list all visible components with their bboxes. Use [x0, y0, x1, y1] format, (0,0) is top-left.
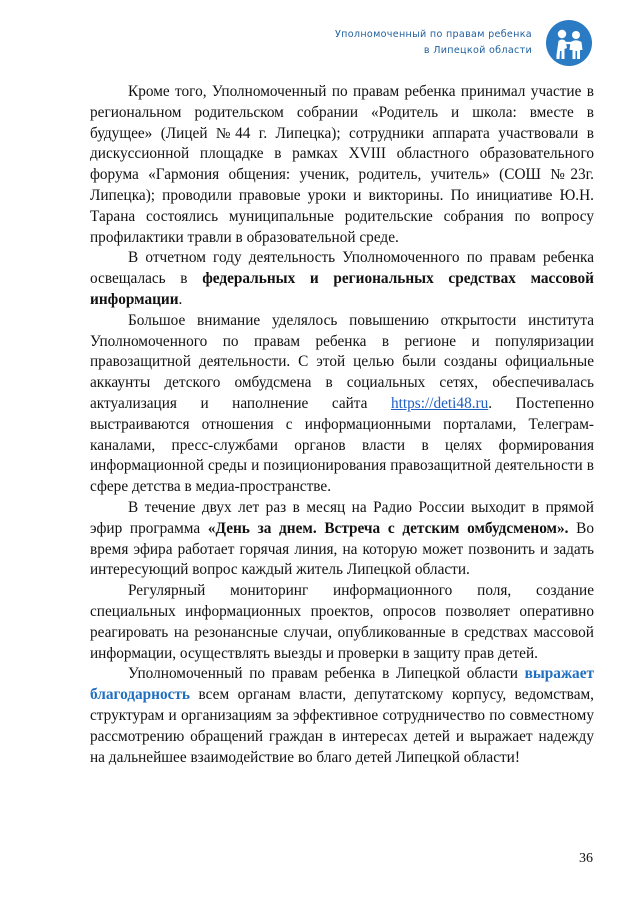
site-link[interactable]: https://deti48.ru	[390, 394, 489, 412]
page-number: 36	[579, 851, 593, 866]
paragraph-2: В отчетном году деятельность Уполномоченного по правам ребенка освещалась в федеральных и региональных средствах массовой информации.	[90, 249, 594, 308]
highlight-gratitude: выражает благодарность	[90, 665, 594, 704]
bold-program-title: «День за днем. Встреча с детским омбудсменом».	[207, 519, 569, 537]
paragraph-1: Кроме того, Уполномоченный по правам ребенка принимал участие в региональном родительском собрании «Родитель и школа: вместе в будущее» (Лицей №44 г. Липецка); сотрудники аппарата участвовали в дискуссионной площадке в рамках XVIII областного образовательного форума «Гармония общения: ученик, родитель, учитель» (СОШ №23г. Липецка); проводили правовые уроки и викторины. По инициативе Ю.Н. Тарана состоялись муниципальные родительские собрания по вопросу профилактики травли в образовательной среде.	[90, 83, 594, 246]
paragraph-6: Уполномоченный по правам ребенка в Липецкой области выражает благодарность всем органам власти, депутатскому корпусу, ведомствам, структурам и организациям за эффективное сотрудничество по совместному рассмотрению обращений граждан в интересах детей и выражает надежду на дальнейшее взаимодействие во благо детей Липецкой области!	[90, 665, 594, 766]
paragraph-5: Регулярный мониторинг информационного поля, создание специальных информационных проектов, опросов позволяет оперативно реагировать на резонансные случаи, опубликованные в средствах массовой информации, осуществлять выезды и проверки в защиту прав детей.	[90, 582, 594, 662]
children-logo-icon	[546, 20, 592, 66]
header-line-2: в Липецкой области	[423, 45, 532, 56]
paragraph-3: Большое внимание уделялось повышению открытости института Уполномоченного по правам ребенка в регионе и популяризации правозащитной деятельности. С этой целью были созданы официальные аккаунты детского омбудсмена в социальных сетях, обеспечивалась актуализация и наполнение сайта https://deti48.ru. Постепенно выстраиваются отношения с информационными порталами, Телеграм-каналами, пресс-службами органов власти в целях формирования информационной среды и позиционирования правозащитной деятельности в сфере детства в медиа-пространстве.	[90, 311, 594, 496]
bold-mass-media: федеральных и региональных средствах массовой информации	[90, 270, 594, 308]
header-line-1: Уполномоченный по правам ребенка	[335, 29, 532, 40]
page-header	[335, 27, 532, 59]
body-text	[90, 82, 594, 768]
paragraph-4: В течение двух лет раз в месяц на Радио России выходит в прямой эфир программа «День за днем. Встреча с детским омбудсменом». Во время эфира работает горячая линия, на которую может позвонить и задать интересующий вопрос каждый житель Липецкой области.	[90, 498, 594, 579]
